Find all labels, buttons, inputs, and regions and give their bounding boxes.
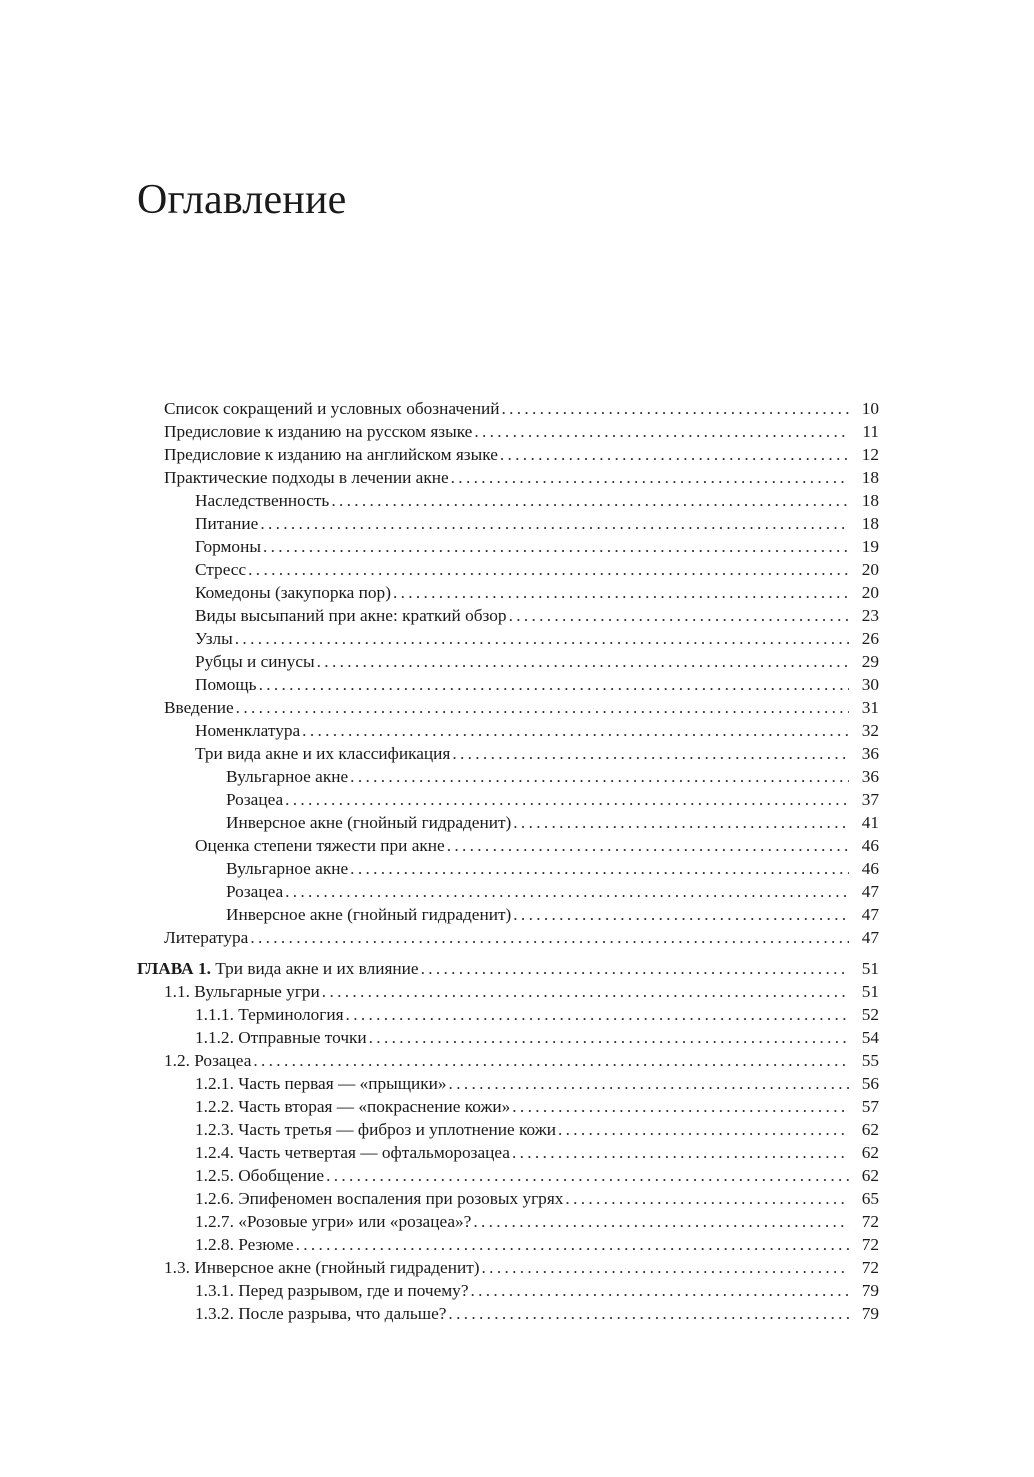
dot-leader [471, 1279, 850, 1302]
dot-leader [259, 673, 849, 696]
toc-entry-text: Наследственность [195, 491, 330, 510]
toc-entry-title [195, 1187, 563, 1210]
toc-entry-text: Стресс [195, 560, 247, 579]
toc-page-number: 47 [861, 905, 879, 924]
toc-entry-title [164, 926, 248, 949]
toc-page-number: 23 [861, 606, 879, 625]
toc-page-number: 57 [861, 1097, 879, 1116]
toc-page-number: 79 [861, 1304, 879, 1323]
dot-leader [512, 1095, 849, 1118]
dot-leader [369, 1026, 849, 1049]
dot-leader [500, 443, 849, 466]
toc-page-number: 65 [861, 1189, 879, 1208]
toc-entry-title [195, 1141, 510, 1164]
toc-entry[interactable] [0, 397, 1034, 420]
toc-entry[interactable] [0, 719, 1034, 742]
dot-leader [260, 512, 849, 535]
toc-page-number: 12 [861, 445, 879, 464]
toc-entry-text: 1.2.1. Часть первая — «прыщики» [195, 1074, 447, 1093]
toc-entry-title [195, 673, 257, 696]
toc-entry[interactable] [0, 1233, 1034, 1256]
toc-entry[interactable] [0, 1072, 1034, 1095]
toc-entry-title [226, 811, 511, 834]
toc-entry-title [164, 696, 234, 719]
toc-entry-text: Предисловие к изданию на английском языке [164, 445, 498, 464]
toc-entry[interactable] [0, 788, 1034, 811]
toc-page-number: 41 [861, 813, 879, 832]
toc-entry-title [195, 512, 258, 535]
toc-entry-title [137, 957, 419, 980]
toc-page-number: 54 [861, 1028, 879, 1047]
toc-page-number: 18 [861, 514, 879, 533]
toc-entry-title [226, 765, 348, 788]
toc-page-number: 18 [861, 491, 879, 510]
toc-entry-text: 1.1.1. Терминология [195, 1005, 344, 1024]
toc-entry-text: 1.2.2. Часть вторая — «покраснение кожи» [195, 1097, 511, 1116]
toc-entry-text: 1.3.2. После разрыва, что дальше? [195, 1304, 447, 1323]
toc-entry[interactable] [0, 1256, 1034, 1279]
toc-entry-text: Литература [164, 928, 249, 947]
toc-page-number: 46 [861, 859, 879, 878]
toc-entry-title [164, 397, 499, 420]
dot-leader [421, 957, 849, 980]
toc-page-number: 51 [861, 982, 879, 1001]
toc-entry-text: Инверсное акне (гнойный гидраденит) [226, 905, 512, 924]
toc-entry-title [195, 650, 315, 673]
toc-entry[interactable] [0, 466, 1034, 489]
toc-entry-text: 1.2.3. Часть третья — фиброз и уплотнение кожи [195, 1120, 556, 1139]
toc-entry-title [195, 1279, 469, 1302]
dot-leader [473, 1210, 849, 1233]
toc-page-number: 47 [861, 882, 879, 901]
toc-entry-text: Три вида акне и их влияние [210, 959, 419, 978]
dot-leader [236, 696, 849, 719]
toc-entry-text: Оценка степени тяжести при акне [195, 836, 445, 855]
dot-leader [512, 1141, 849, 1164]
toc-entry-text: 1.2.8. Резюме [195, 1235, 294, 1254]
dot-leader [452, 742, 849, 765]
toc-entry[interactable] [0, 1187, 1034, 1210]
toc-page-number: 72 [861, 1235, 879, 1254]
toc-page-number: 62 [861, 1120, 879, 1139]
toc-entry-title [195, 1003, 344, 1026]
toc-page-number: 19 [861, 537, 879, 556]
toc-entry[interactable] [0, 512, 1034, 535]
toc-entry-text: 1.2.6. Эпифеномен воспаления при розовых угрях [195, 1189, 564, 1208]
toc-entry-title [195, 1210, 471, 1233]
toc-entry-text: Введение [164, 698, 234, 717]
toc-page-number: 30 [861, 675, 879, 694]
toc-entry-text: Список сокращений и условных обозначений [164, 399, 500, 418]
dot-leader [451, 466, 849, 489]
toc-entry-title [195, 1302, 446, 1325]
toc-page-number: 32 [861, 721, 879, 740]
toc-entry-title [226, 857, 348, 880]
toc-entry-title [164, 420, 472, 443]
toc-page-number: 62 [861, 1166, 879, 1185]
toc-entry-title [195, 719, 300, 742]
toc-entry[interactable] [0, 1003, 1034, 1026]
dot-leader [248, 558, 849, 581]
toc-entry[interactable] [0, 673, 1034, 696]
dot-leader [235, 627, 849, 650]
toc-page-number: 79 [861, 1281, 879, 1300]
toc-entry-title [195, 1026, 367, 1049]
toc-entry[interactable] [0, 535, 1034, 558]
toc-entry-text: Гормоны [195, 537, 261, 556]
toc-entry-title [164, 1256, 480, 1279]
toc-entry-title [195, 627, 233, 650]
toc-entry[interactable] [0, 1302, 1034, 1325]
dot-leader [447, 834, 849, 857]
toc-entry[interactable] [0, 489, 1034, 512]
toc-entry[interactable] [0, 1118, 1034, 1141]
toc-entry-title [195, 1118, 556, 1141]
toc-entry[interactable] [0, 903, 1034, 926]
toc-entry[interactable] [0, 857, 1034, 880]
toc-entry-text: 1.2.5. Обобщение [195, 1166, 325, 1185]
dot-leader [558, 1118, 849, 1141]
toc-entry-title [195, 1164, 324, 1187]
dot-leader [565, 1187, 849, 1210]
toc-entry-text: Розацеа [226, 882, 284, 901]
toc-page-number: 56 [861, 1074, 879, 1093]
dot-leader [449, 1072, 849, 1095]
toc-entry-text: Номенклатура [195, 721, 301, 740]
toc-entry[interactable] [0, 604, 1034, 627]
dot-leader [393, 581, 849, 604]
toc-page-number: 72 [861, 1212, 879, 1231]
toc-entry-text: Комедоны (закупорка пор) [195, 583, 391, 602]
chapter-label: ГЛАВА 1. [137, 959, 211, 978]
toc-entry-text: 1.2. Розацеа [164, 1051, 252, 1070]
toc-page-number: 72 [861, 1258, 879, 1277]
toc-page-number: 20 [861, 560, 879, 579]
dot-leader [317, 650, 849, 673]
toc-entry-text: Вульгарное акне [226, 859, 349, 878]
toc-entry-title [164, 1049, 251, 1072]
dot-leader [513, 903, 849, 926]
toc-entry[interactable] [0, 1049, 1034, 1072]
toc-entry-title [195, 581, 391, 604]
dot-leader [350, 765, 849, 788]
toc-entry-title [226, 880, 283, 903]
toc-entry[interactable] [0, 926, 1034, 949]
toc-entry-title [195, 834, 445, 857]
toc-entry-title [195, 1095, 510, 1118]
toc-entry-text: Три вида акне и их классификация [195, 744, 451, 763]
toc-entry-title [226, 903, 511, 926]
dot-leader [263, 535, 849, 558]
toc-entry-title [195, 742, 450, 765]
toc-entry[interactable] [0, 627, 1034, 650]
toc-page-number: 31 [861, 698, 879, 717]
toc-entry[interactable] [0, 650, 1034, 673]
toc-entry-title [195, 558, 246, 581]
dot-leader [509, 604, 849, 627]
toc-entry-text: 1.1.2. Отправные точки [195, 1028, 367, 1047]
toc-page-number: 37 [861, 790, 879, 809]
toc-entry[interactable] [0, 696, 1034, 719]
dot-leader [513, 811, 849, 834]
toc-page-number: 47 [861, 928, 879, 947]
toc-entry-title [164, 443, 498, 466]
toc-page-number: 10 [861, 399, 879, 418]
toc-page-number: 11 [862, 422, 879, 441]
toc-entry[interactable] [0, 581, 1034, 604]
dot-leader [501, 397, 849, 420]
toc-entry[interactable] [0, 742, 1034, 765]
dot-leader [302, 719, 849, 742]
toc-entry-text: 1.2.4. Часть четвертая — офтальморозацеа [195, 1143, 510, 1162]
toc-entry-title [164, 980, 320, 1003]
toc-entry[interactable] [0, 1141, 1034, 1164]
toc-entry-text: Виды высыпаний при акне: краткий обзор [195, 606, 507, 625]
toc-page-number: 18 [861, 468, 879, 487]
dot-leader [253, 1049, 849, 1072]
toc-entry[interactable] [0, 980, 1034, 1003]
toc-entry-text: Розацеа [226, 790, 284, 809]
dot-leader [322, 980, 849, 1003]
page-title: Оглавление [137, 177, 347, 223]
toc-page-number: 20 [861, 583, 879, 602]
toc-entry[interactable] [0, 443, 1034, 466]
toc-entry[interactable] [0, 1164, 1034, 1187]
toc-entry-text: Рубцы и синусы [195, 652, 315, 671]
toc-entry-title [195, 1233, 294, 1256]
toc-entry-text: Инверсное акне (гнойный гидраденит) [226, 813, 512, 832]
toc-entry-text: Узлы [195, 629, 233, 648]
toc-entry-text: Помощь [195, 675, 257, 694]
dot-leader [350, 857, 849, 880]
toc-page-number: 55 [861, 1051, 879, 1070]
toc-entry[interactable] [0, 811, 1034, 834]
toc-entry-title [195, 604, 507, 627]
toc-entry-title [195, 1072, 447, 1095]
dot-leader [448, 1302, 849, 1325]
toc-page-number: 52 [861, 1005, 879, 1024]
toc-page-number: 51 [861, 959, 879, 978]
toc-entry-text: 1.3.1. Перед разрывом, где и почему? [195, 1281, 469, 1300]
dot-leader [474, 420, 849, 443]
toc-entry[interactable] [0, 765, 1034, 788]
toc-entry[interactable] [0, 957, 1034, 980]
dot-leader [331, 489, 849, 512]
dot-leader [250, 926, 849, 949]
dot-leader [285, 880, 849, 903]
toc-entry-text: Предисловие к изданию на русском языке [164, 422, 473, 441]
toc-entry[interactable] [0, 1095, 1034, 1118]
table-of-contents [0, 397, 1034, 1325]
toc-entry-title [195, 535, 261, 558]
toc-entry-title [164, 466, 449, 489]
toc-page-number: 29 [861, 652, 879, 671]
toc-entry-text: 1.2.7. «Розовые угри» или «розацеа»? [195, 1212, 472, 1231]
dot-leader [326, 1164, 849, 1187]
toc-page-number: 46 [861, 836, 879, 855]
toc-entry[interactable] [0, 834, 1034, 857]
toc-entry[interactable] [0, 420, 1034, 443]
toc-page-number: 36 [861, 744, 879, 763]
dot-leader [285, 788, 849, 811]
dot-leader [482, 1256, 849, 1279]
toc-page-number: 26 [861, 629, 879, 648]
toc-page-number: 36 [861, 767, 879, 786]
toc-entry[interactable] [0, 558, 1034, 581]
toc-entry-title [226, 788, 283, 811]
toc-entry-text: 1.3. Инверсное акне (гнойный гидраденит) [164, 1258, 480, 1277]
toc-entry[interactable] [0, 880, 1034, 903]
dot-leader [296, 1233, 849, 1256]
dot-leader [346, 1003, 849, 1026]
toc-entry[interactable] [0, 1279, 1034, 1302]
toc-entry-text: Питание [195, 514, 259, 533]
toc-entry-text: Вульгарное акне [226, 767, 349, 786]
toc-entry-text: 1.1. Вульгарные угри [164, 982, 320, 1001]
toc-page-number: 62 [861, 1143, 879, 1162]
toc-entry-text: Практические подходы в лечении акне [164, 468, 449, 487]
toc-entry-title [195, 489, 329, 512]
toc-entry[interactable] [0, 1210, 1034, 1233]
toc-entry[interactable] [0, 1026, 1034, 1049]
